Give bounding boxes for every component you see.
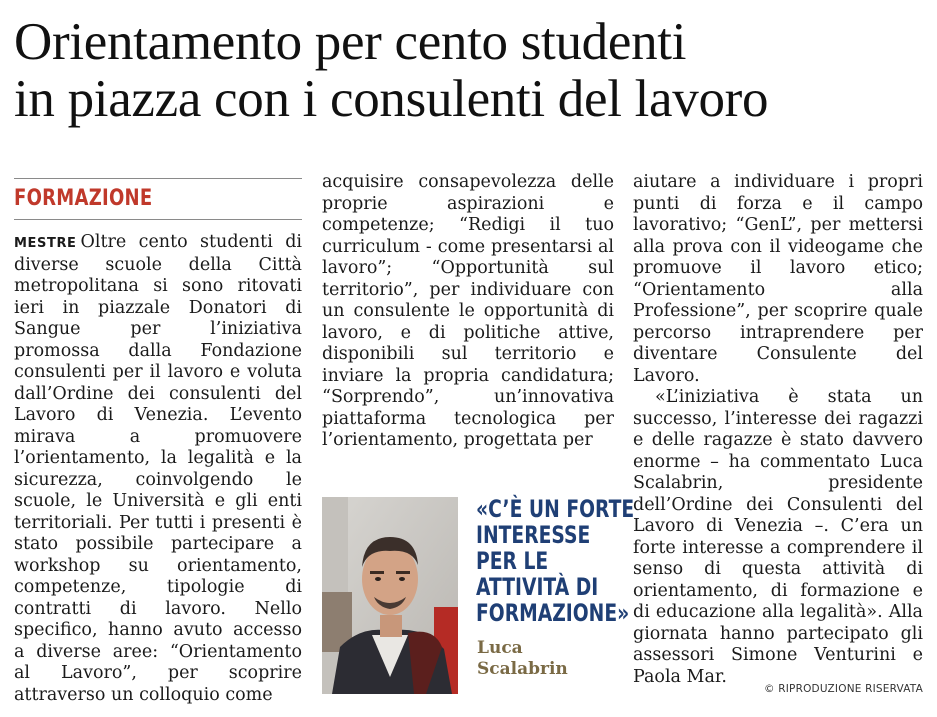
pull-quote	[476, 495, 635, 627]
pull-quote-line: INTERESSE	[476, 521, 591, 549]
article-column-1	[14, 232, 302, 706]
headline-line-1: Orientamento per cento studenti	[14, 13, 687, 71]
headline-line-2: in piazza con i consulenti del lavoro	[14, 70, 769, 128]
article-paragraph	[14, 232, 302, 706]
dateline: MESTRE	[14, 236, 77, 251]
section-label: FORMAZIONE	[14, 186, 153, 211]
pull-quote-line: «C’È UN FORTE	[476, 495, 635, 523]
pull-quote-line: FORMAZIONE»	[476, 599, 630, 627]
pull-quote-line: PER LE	[476, 547, 549, 575]
article-column-2	[322, 172, 614, 452]
section-rule-top	[14, 178, 302, 179]
portrait-photo	[322, 497, 458, 694]
byline-first-name: Luca	[477, 638, 523, 658]
article-text: Oltre cento studenti di diverse scuole della Città metropolitana si sono ritovati ieri in piazzale Donatori di Sangue per l’iniziativa promossa dalla Fondazione consulenti per il lavoro e voluta dall’Ordine dei consulenti del Lavoro di Venezia. L’evento mirava a promuovere l’orientamento, la legalità e la sicurezza, coinvolgendo le scuole, le Università e gli enti territoriali. Per tutti i presenti è stato possibile partecipare a workshop su orientamento, competenze, tipologie di contratti di lavoro. Nello specifico, hanno avuto accesso a diverse aree: “Orientamento al Lavoro”, per scoprire attraverso un colloquio come	[14, 232, 302, 705]
pull-quote-line: ATTIVITÀ DI	[476, 573, 599, 601]
article-paragraph: acquisire consapevolezza delle proprie aspirazioni e competenze; “Redigi il tuo curriculum - come presentarsi al lavoro”; “Opportunità sul territorio”, per individuare con un consulente le opportunità di lavoro, e di politiche attive, disponibili sul territorio e inviare la propria candidatura; “Sorprendo”, un’innovativa piattaforma tecnologica per l’orientamento, progettata per	[322, 172, 614, 450]
headline	[14, 14, 929, 128]
portrait-illustration	[322, 497, 458, 694]
article-paragraph: «L’iniziativa è stata un successo, l’interesse dei ragazzi e delle ragazze è stato davvero enorme – ha commentato Luca Scalabrin, presidente dell’Ordine dei Consulenti del Lavoro di Venezia –. C’era un forte interesse a comprendere il senso di questa attività di orientamento, di formazione e di educazione alla legalità». Alla giornata hanno partecipato gli assessori Simone Venturini e Paola Mar.	[633, 387, 923, 687]
byline-last-name: Scalabrin	[477, 659, 568, 679]
section-rule-bottom	[14, 219, 302, 220]
pull-quote-byline	[477, 638, 607, 680]
article-paragraph: aiutare a individuare i propri punti di forza e il campo lavorativo; “GenL”, per mettersi alla prova con il videogame che promuove il lavoro etico; “Orientamento alla Professione”, per scoprire quale percorso intraprendere per diventare Consulente del Lavoro.	[633, 172, 923, 386]
copyright-notice: © RIPRODUZIONE RISERVATA	[764, 683, 923, 695]
article-column-3	[633, 172, 923, 688]
